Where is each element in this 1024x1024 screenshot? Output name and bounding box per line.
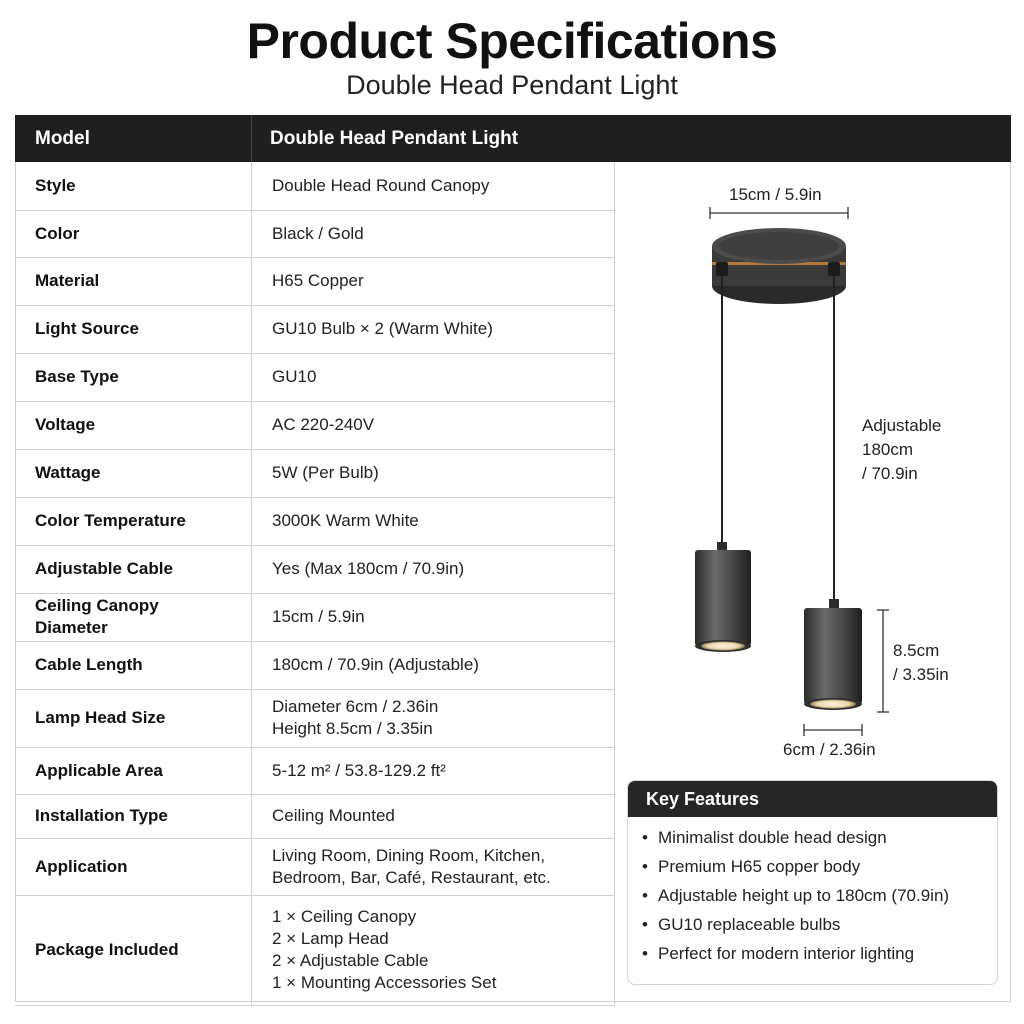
- table-row: [15, 545, 615, 593]
- list-item: • Minimalist double head design: [642, 828, 887, 847]
- header-value-cell: Double Head Pendant Light: [270, 128, 519, 149]
- spec-value-line: AC 220-240V: [272, 415, 375, 434]
- spec-value-line: 5-12 m² / 53.8-129.2 ft²: [272, 760, 446, 780]
- spec-value: [252, 210, 615, 257]
- spec-value: [252, 545, 615, 593]
- table-row: [15, 794, 615, 838]
- lamp-right-light: [810, 700, 856, 709]
- list-item: • Adjustable height up to 180cm (70.9in): [642, 886, 950, 905]
- spec-value: [252, 257, 615, 305]
- table-row: [15, 689, 615, 747]
- table-row: [15, 593, 615, 641]
- cable-grip-right: [828, 262, 840, 276]
- page-title: Product Specifications: [246, 13, 778, 69]
- list-item: • Perfect for modern interior lighting: [642, 944, 915, 963]
- spec-key: Cable Length: [15, 641, 252, 689]
- table-row: [15, 449, 615, 497]
- spec-value-line: H65 Copper: [272, 271, 364, 290]
- spec-value: [252, 593, 615, 641]
- list-item: • Premium H65 copper body: [642, 857, 861, 876]
- spec-value-line: Double Head Round Canopy: [272, 175, 490, 195]
- product-illustration: [616, 162, 1010, 774]
- spec-value: [252, 353, 615, 401]
- table-row: [15, 838, 615, 895]
- spec-key: Applicable Area: [15, 747, 252, 794]
- table-row: [15, 257, 615, 305]
- spec-value-line: 3000K Warm White: [272, 511, 419, 530]
- table-header-row: [15, 115, 1011, 162]
- table-row: [15, 497, 615, 545]
- spec-value-line: Diameter 6cm / 2.36in: [272, 697, 439, 716]
- spec-value-line: Yes (Max 180cm / 70.9in): [272, 559, 465, 578]
- spec-value: [252, 747, 615, 794]
- spec-value: [252, 641, 615, 689]
- spec-key: Application: [15, 838, 252, 895]
- spec-key: Color: [15, 210, 252, 257]
- spec-key: Ceiling Canopy Diameter: [15, 593, 252, 641]
- spec-key: Package Included: [15, 895, 252, 1005]
- table-row: [15, 747, 615, 794]
- spec-value-line: Living Room, Dining Room, Kitchen,: [272, 845, 546, 865]
- spec-value: [252, 794, 615, 838]
- spec-value-line: Ceiling Mounted: [272, 806, 395, 825]
- key-features-box: [627, 780, 998, 985]
- table-row: [15, 210, 615, 257]
- head-height-dimension-label: 8.5cm / 3.35in: [893, 641, 949, 684]
- spec-value-line: Height 8.5cm / 3.35in: [272, 719, 433, 738]
- spec-table: [15, 162, 615, 1006]
- cable-grip-left: [716, 262, 728, 276]
- spec-value: [252, 895, 615, 1005]
- spec-value: [252, 497, 615, 545]
- cable-dimension-label: Adjustable 180cm / 70.9in: [862, 416, 942, 483]
- spec-value-line: 5W (Per Bulb): [272, 463, 379, 482]
- spec-key: Wattage: [15, 449, 252, 497]
- spec-value-line: Black / Gold: [272, 223, 364, 243]
- spec-value-line: Bedroom, Bar, Café, Restaurant, etc.: [272, 867, 551, 887]
- spec-key: Adjustable Cable: [15, 545, 252, 593]
- table-row: [15, 162, 615, 210]
- spec-value: [252, 162, 615, 210]
- spec-value-line: 1 × Ceiling Canopy: [272, 907, 417, 926]
- list-item: • GU10 replaceable bulbs: [642, 915, 841, 934]
- page-subtitle: Double Head Pendant Light: [346, 70, 678, 100]
- spec-value-line: 180cm / 70.9in (Adjustable): [272, 655, 479, 674]
- table-row: [15, 353, 615, 401]
- spec-value: [252, 401, 615, 449]
- canopy-dimension-label: 15cm / 5.9in: [729, 185, 822, 204]
- spec-value-line: 2 × Adjustable Cable: [272, 951, 429, 970]
- table-row: [15, 305, 615, 353]
- spec-key: Color Temperature: [15, 497, 252, 545]
- spec-value-line: GU10 Bulb × 2 (Warm White): [272, 319, 493, 338]
- spec-value-line: 1 × Mounting Accessories Set: [272, 973, 497, 992]
- head-diameter-dimension-label: 6cm / 2.36in: [783, 740, 876, 759]
- spec-value: [252, 838, 615, 895]
- spec-key: Lamp Head Size: [15, 689, 252, 747]
- spec-key: Voltage: [15, 401, 252, 449]
- spec-value: [252, 449, 615, 497]
- lamp-left-light: [701, 642, 745, 651]
- header-divider: [251, 115, 252, 162]
- lamp-head-right: [804, 608, 862, 704]
- table-row: [15, 401, 615, 449]
- spec-key: Base Type: [15, 353, 252, 401]
- spec-key: Style: [15, 162, 252, 210]
- lamp-right-collar: [829, 599, 839, 609]
- spec-key: Material: [15, 257, 252, 305]
- spec-value-line: GU10: [272, 367, 317, 386]
- pendant-light-drawing: [616, 162, 1010, 774]
- spec-value: [252, 305, 615, 353]
- canopy-top-inner: [719, 232, 839, 260]
- header-key-cell: Model: [35, 128, 90, 149]
- table-row: [15, 895, 615, 1005]
- spec-key: Installation Type: [15, 794, 252, 838]
- table-row: [15, 641, 615, 689]
- spec-value-line: 15cm / 5.9in: [272, 607, 365, 626]
- lamp-head-left: [695, 550, 751, 646]
- spec-value-line: 2 × Lamp Head: [272, 929, 389, 948]
- spec-value: [252, 689, 615, 747]
- key-features-list: [628, 823, 997, 968]
- spec-key: Light Source: [15, 305, 252, 353]
- key-features-title: Key Features: [628, 781, 997, 817]
